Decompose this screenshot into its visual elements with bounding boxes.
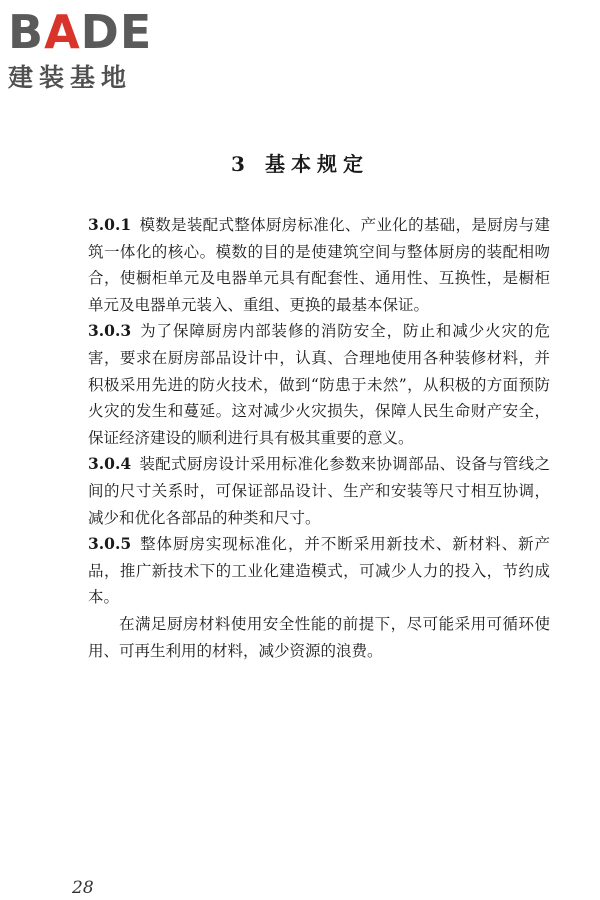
logo-wordmark — [8, 5, 153, 59]
logo-letter-b: B — [8, 5, 45, 59]
clause-number: 3.0.3 — [88, 321, 132, 341]
document-body — [88, 212, 550, 664]
clause-3-0-5-continuation: 在满足厨房材料使用安全性能的前提下，尽可能采用可循环使用、可再生利用的材料，减少资源的浪费。 — [88, 614, 550, 660]
logo-letters-de: DE — [80, 5, 153, 59]
clause-3-0-5 — [88, 531, 550, 611]
bade-logo — [8, 5, 178, 94]
page-number: 28 — [72, 878, 94, 898]
clause-number: 3.0.5 — [88, 534, 132, 554]
clause-text: 整体厨房实现标准化，并不断采用新技术、新材料、新产品，推广新技术下的工业化建造模式，可减少人力的投入，节约成本。 — [88, 535, 550, 607]
chapter-title — [0, 148, 600, 177]
clause-text: 模数是装配式整体厨房标准化、产业化的基础，是厨房与建筑一体化的核心。模数的目的是使建筑空间与整体厨房的装配相吻合，使橱柜单元及电器单元具有配套性、通用性、互换性，是橱柜单元及电器单元装入、重组、更换的最基本保证。 — [88, 216, 550, 314]
clause-number: 3.0.1 — [88, 215, 132, 234]
clause-3-0-3 — [88, 318, 550, 451]
logo-subtitle: 建装基地 — [8, 63, 133, 92]
clause-3-0-4 — [88, 451, 550, 531]
clause-3-0-1 — [88, 212, 550, 318]
chapter-name: 基本规定 — [264, 152, 369, 176]
clause-text: 为了保障厨房内部装修的消防安全，防止和减少火灾的危害，要求在厨房部品设计中，认真、合理地使用各种装修材料，并积极采用先进的防火技术，做到“防患于未然”，从积极的方面预防火灾的发生和蔓延。这对减少火灾损失，保障人民生命财产安全，保证经济建设的顺利进行具有极其重要的意义。 — [88, 322, 550, 447]
clause-number: 3.0.4 — [88, 454, 132, 474]
clause-text: 装配式厨房设计采用标准化参数来协调部品、设备与管线之间的尺寸关系时，可保证部品设计、生产和安装等尺寸相互协调，减少和优化各部品的种类和尺寸。 — [88, 455, 550, 527]
logo-letter-a: A — [44, 5, 81, 59]
chapter-number: 3 — [231, 152, 251, 176]
